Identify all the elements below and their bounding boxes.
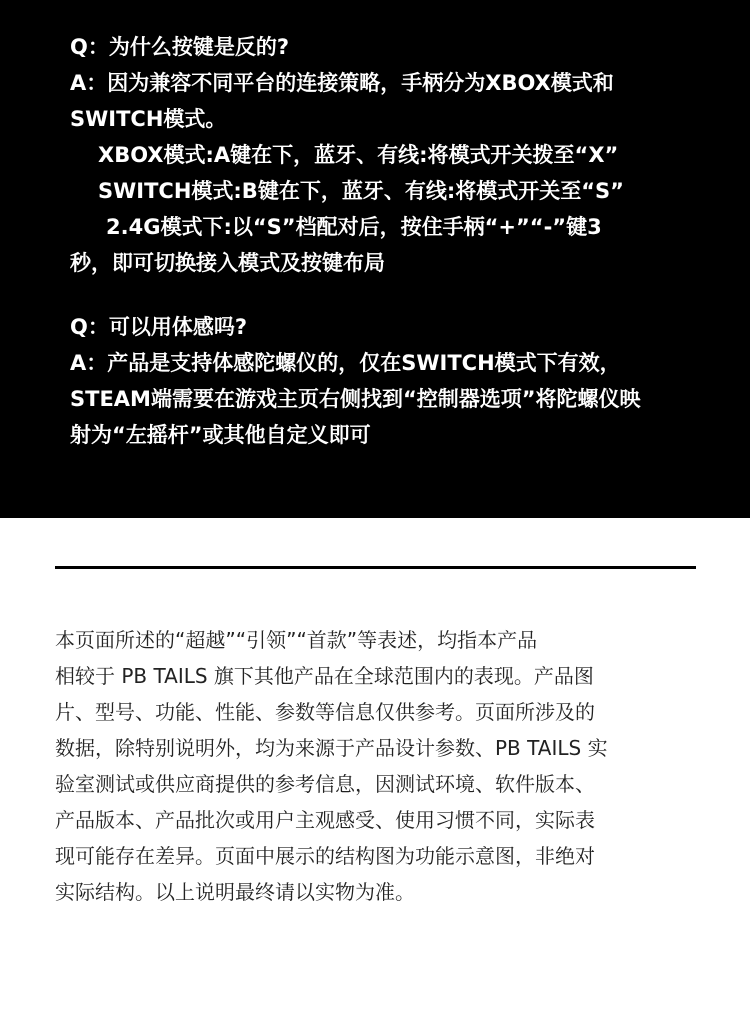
faq-answer-1-line-1: A：因为兼容不同平台的连接策略，手柄分为XBOX模式和 [70,71,614,95]
faq-answer-1-24g-mode: 2.4G模式下:以“S”档配对后，按住手柄“+”“-”键3 [106,215,602,239]
disclaimer-text [55,622,705,910]
disclaimer-line-3: 片、型号、功能、性能、参数等信息仅供参考。页面所涉及的 [55,700,595,724]
disclaimer-line-6: 产品版本、产品批次或用户主观感受、使用习惯不同，实际表 [55,808,595,832]
faq-answer-2-line-2: STEAM端需要在游戏主页右侧找到“控制器选项”将陀螺仪映 [70,387,641,411]
faq-question-2: Q：可以用体感吗? [70,315,248,339]
disclaimer-line-2: 相较于 PB TAILS 旗下其他产品在全球范围内的表现。产品图 [55,664,594,688]
faq-answer-2-line-3: 射为“左摇杆”或其他自定义即可 [70,423,371,447]
faq-answer-1-switch-mode: SWITCH模式:B键在下，蓝牙、有线:将模式开关至“S” [98,179,624,203]
disclaimer-line-8: 实际结构。以上说明最终请以实物为准。 [55,880,415,904]
disclaimer-line-7: 现可能存在差异。页面中展示的结构图为功能示意图，非绝对 [55,844,595,868]
faq-answer-2-line-1: A：产品是支持体感陀螺仪的，仅在SWITCH模式下有效， [70,351,621,375]
faq-question-1: Q：为什么按键是反的? [70,35,290,59]
faq-answer-1-line-6: 秒，即可切换接入模式及按键布局 [70,251,385,275]
section-divider [55,566,696,569]
faq-answer-1-line-2: SWITCH模式。 [70,107,227,131]
disclaimer-line-1: 本页面所述的“超越”“引领”“首款”等表述，均指本产品 [55,628,538,652]
disclaimer-line-4: 数据，除特别说明外，均为来源于产品设计参数、PB TAILS 实 [55,736,608,760]
faq-spacer [70,281,710,309]
faq-answer-1-xbox-mode: XBOX模式:A键在下，蓝牙、有线:将模式开关拨至“X” [98,143,619,167]
disclaimer-line-5: 验室测试或供应商提供的参考信息，因测试环境、软件版本、 [55,772,595,796]
